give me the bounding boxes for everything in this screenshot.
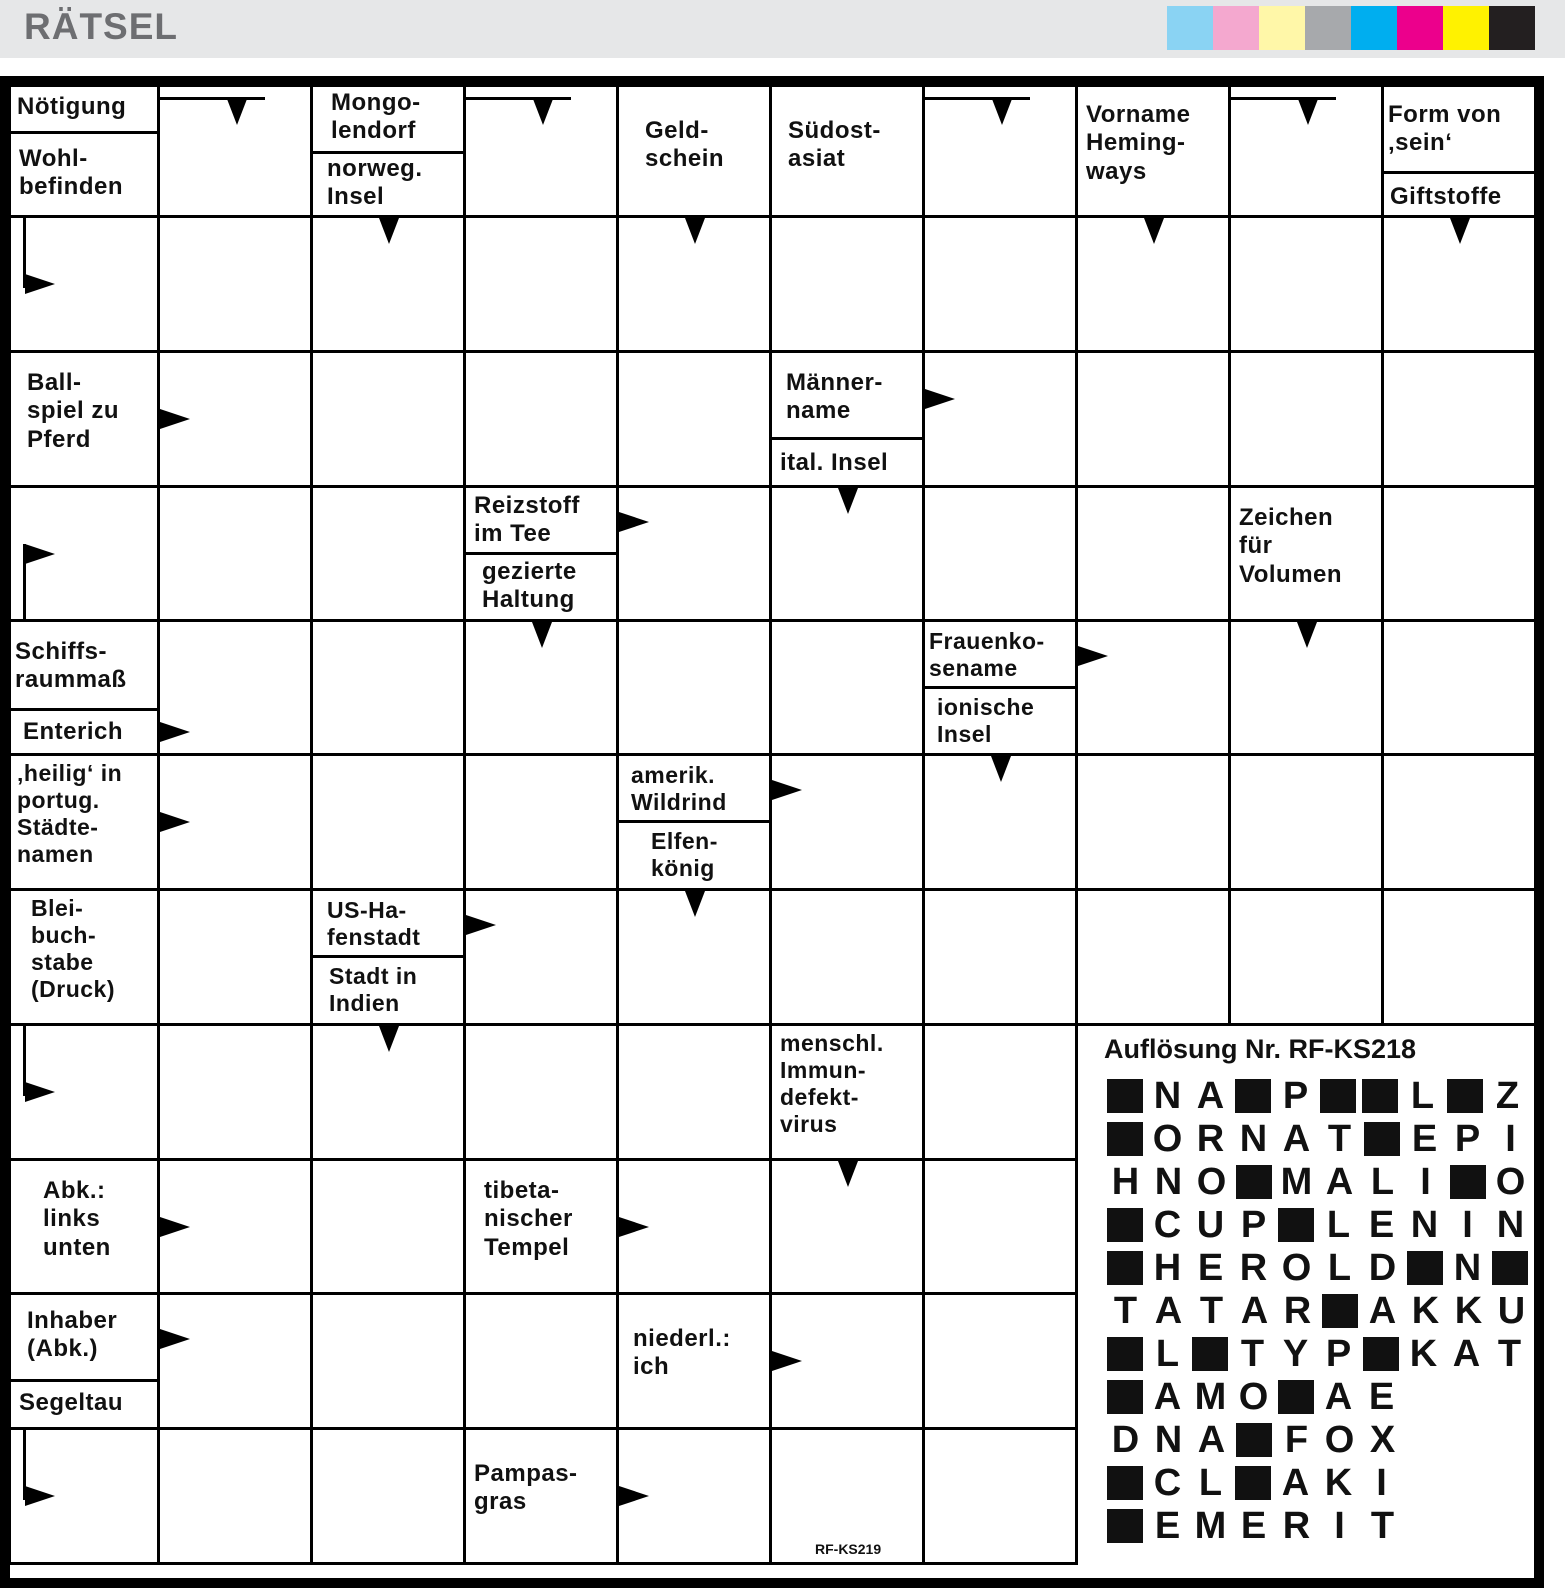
grid-cell[interactable] [466,488,619,622]
grid-cell[interactable] [8,622,160,756]
solution-row [1104,1076,1529,1116]
arrow-stem [466,97,571,100]
solution-black-square [1236,1165,1272,1199]
solution-letter: O [1495,1161,1526,1203]
arrow-right-icon [772,780,802,800]
clue-form-von-sein: Form von ‚sein‘ [1388,101,1502,157]
grid-cell[interactable] [8,218,160,353]
arrow-stem [925,97,1030,100]
solution-letter: T [1113,1290,1138,1332]
grid-cell[interactable] [772,1026,925,1161]
grid-cell[interactable] [1231,622,1384,756]
clue-divider [313,955,463,958]
clue-links-unten: Abk.: links unten [43,1177,111,1261]
grid-cell[interactable] [160,84,313,218]
solution-black-square [1192,1337,1228,1371]
clue-gezierte-haltung: gezierte Haltung [482,558,577,614]
grid-cell[interactable] [1078,218,1231,353]
solution-letter: C [1153,1204,1182,1246]
solution-black-square [1364,1122,1400,1156]
clue-hiv: menschl. Immun- defekt- virus [780,1030,884,1138]
clue-us-hafenstadt: US-Ha- fenstadt [327,897,421,951]
arrow-right-icon [160,1329,190,1349]
solution-row [1104,1420,1404,1460]
clue-divider [772,437,922,440]
solution-title: Auflösung Nr. RF-KS218 [1104,1034,1417,1064]
solution-row [1104,1463,1403,1503]
grid-cell[interactable] [160,756,313,891]
arrow-down-icon [1297,622,1317,648]
grid-cell[interactable] [313,891,466,1026]
solution-letter: L [1198,1462,1223,1504]
solution-letter: O [1196,1161,1227,1203]
grid-cell[interactable] [925,891,1078,1026]
grid-cell[interactable] [313,218,466,353]
grid-cell[interactable] [8,84,160,218]
solution-letter: K [1411,1290,1440,1332]
solution-letter: P [1454,1118,1481,1160]
swatch-magenta [1397,6,1443,50]
swatch-cyan-light [1167,6,1213,50]
solution-letter: N [1453,1247,1482,1289]
solution-letter: A [1197,1419,1226,1461]
clue-vorname-hemingways: Vorname Heming- ways [1086,101,1191,185]
solution-black-square [1322,1294,1358,1328]
grid-cell[interactable] [466,622,619,756]
swatch-yellow-light [1259,6,1305,50]
solution-letter: A [1196,1075,1225,1117]
grid-cell[interactable] [466,218,619,353]
solution-letter: A [1240,1290,1269,1332]
solution-black-square [1107,1337,1143,1371]
grid-cell[interactable] [1078,84,1231,218]
grid-cell[interactable] [619,353,772,488]
solution-letter: N [1410,1204,1439,1246]
solution-letter: L [1326,1204,1351,1246]
grid-cell[interactable] [313,84,466,218]
arrow-down-icon [1144,218,1164,244]
clue-divider [11,708,157,711]
clue-amerik-wildrind: amerik. Wildrind [631,762,727,816]
clue-mongolendorf: Mongo- lendorf [331,89,421,145]
clue-noetigung: Nötigung [17,93,127,120]
clue-frauenkosename: Frauenko- sename [929,628,1045,682]
solution-letter: A [1153,1376,1182,1418]
grid-cell[interactable] [8,1026,160,1161]
arrow-right-icon [25,274,55,294]
grid-cell[interactable] [925,1026,1078,1161]
grid-cell[interactable] [925,1161,1078,1295]
color-swatches [1167,6,1535,50]
solution-black-square [1235,1079,1271,1113]
grid-cell[interactable] [772,756,925,891]
solution-letter: E [1240,1505,1267,1547]
clue-ionische-insel: ionische Insel [937,694,1035,748]
solution-letter: E [1154,1505,1181,1547]
solution-letter: E [1411,1118,1438,1160]
clue-ballspiel: Ball- spiel zu Pferd [27,369,120,453]
clue-zeichen-volumen: Zeichen für Volumen [1239,504,1343,588]
clue-tibet-tempel: tibeta- nischer Tempel [484,1177,573,1261]
arrow-stem [1231,97,1336,100]
grid-cell[interactable] [160,622,313,756]
grid-cell[interactable] [619,1430,772,1565]
solution-letter: P [1282,1075,1309,1117]
grid-cell[interactable] [925,1430,1078,1565]
grid-cell[interactable] [925,218,1078,353]
solution-letter: H [1153,1247,1182,1289]
grid-cell[interactable] [466,1026,619,1161]
grid-cell[interactable] [8,1430,160,1565]
arrow-right-icon [25,1486,55,1506]
solution-black-square [1407,1251,1443,1285]
grid-cell[interactable] [619,1295,772,1430]
solution-letter: T [1327,1118,1352,1160]
solution-letter: N [1239,1118,1268,1160]
solution-black-square [1107,1079,1143,1113]
grid-cell[interactable] [313,1430,466,1565]
solution-letter: U [1196,1204,1225,1246]
grid-cell[interactable] [313,1026,466,1161]
solution-black-square [1492,1251,1528,1285]
clue-elfenkoenig: Elfen- könig [651,828,718,882]
arrow-right-icon [160,722,190,742]
solution-letter: I [1376,1462,1387,1504]
grid-cell[interactable] [466,1161,619,1295]
solution-letter: T [1497,1333,1522,1375]
solution-letter: L [1410,1075,1435,1117]
grid-cell[interactable] [466,756,619,891]
solution-black-square [1278,1380,1314,1414]
solution-row [1104,1248,1531,1288]
solution-letter: O [1281,1247,1312,1289]
swatch-yellow [1443,6,1489,50]
solution-letter: I [1505,1118,1516,1160]
solution-letter: N [1496,1204,1525,1246]
solution-letter: H [1111,1161,1140,1203]
grid-cell[interactable] [925,622,1078,756]
arrow-right-icon [25,544,55,564]
grid-cell[interactable] [925,353,1078,488]
solution-letter: R [1283,1290,1312,1332]
arrow-right-icon [160,409,190,429]
clue-enterich: Enterich [23,718,124,745]
arrow-down-icon [685,891,705,917]
solution-letter: K [1409,1333,1438,1375]
solution-row [1104,1119,1532,1159]
grid-cell[interactable] [1384,218,1537,353]
solution-letter: I [1462,1204,1473,1246]
solution-letter: C [1153,1462,1182,1504]
solution-letter: L [1370,1161,1395,1203]
clue-divider [313,151,463,154]
page-title: RÄTSEL [24,6,178,47]
grid-cell[interactable] [619,756,772,891]
solution-letter: E [1197,1247,1224,1289]
solution-letter: L [1155,1333,1180,1375]
arrow-right-icon [466,915,496,935]
arrow-down-icon [227,99,247,125]
solution-letter: R [1196,1118,1225,1160]
clue-maennername: Männer- name [786,369,883,425]
grid-cell[interactable] [619,622,772,756]
solution-black-square [1363,1337,1399,1371]
grid-cell[interactable] [925,756,1078,891]
arrow-down-icon [991,756,1011,782]
arrow-down-icon [685,218,705,244]
grid-cell[interactable] [772,891,925,1026]
grid-cell[interactable] [619,488,772,622]
grid-cell[interactable] [772,488,925,622]
solution-letter: M [1280,1161,1313,1203]
grid-cell[interactable] [8,353,160,488]
clue-heilig: ‚heilig‘ in portug. Städte- namen [17,760,123,868]
arrow-down-icon [1298,99,1318,125]
arrow-down-icon [379,1026,399,1052]
clue-geldschein: Geld- schein [645,117,725,173]
clue-suedostasiat: Südost- asiat [788,117,881,173]
grid-cell[interactable] [466,891,619,1026]
swatch-black [1489,6,1535,50]
grid-cell[interactable] [8,891,160,1026]
clue-divider [1384,171,1534,174]
grid-cell[interactable] [619,1161,772,1295]
grid-cell[interactable] [1231,488,1384,622]
swatch-magenta-light [1213,6,1259,50]
solution-letter: L [1327,1247,1352,1289]
grid-cell[interactable] [466,84,619,218]
clue-reizstoff: Reizstoff im Tee [474,492,580,548]
clue-ital-insel: ital. Insel [780,449,889,476]
grid-cell[interactable] [313,353,466,488]
solution-letter: D [1368,1247,1397,1289]
swatch-cyan [1351,6,1397,50]
solution-letter: A [1368,1290,1397,1332]
grid-cell[interactable] [160,353,313,488]
arrow-right-icon [25,1082,55,1102]
clue-wohlbefinden: Wohl- befinden [19,145,123,201]
solution-black-square [1447,1079,1483,1113]
grid-cell[interactable] [466,1430,619,1565]
arrow-down-icon [992,99,1012,125]
grid-cell[interactable] [1384,891,1537,1026]
arrow-down-icon [838,1161,858,1187]
grid-cell[interactable] [466,353,619,488]
solution-black-square [1278,1208,1314,1242]
clue-ich: niederl.: ich [633,1325,731,1381]
solution-letter: M [1194,1376,1227,1418]
grid-cell[interactable] [466,1295,619,1430]
puzzle-code: RF-KS219 [815,1541,882,1557]
clue-divider [466,552,616,555]
solution-letter: P [1325,1333,1352,1375]
grid-cell[interactable] [925,84,1078,218]
grid-cell[interactable] [313,1295,466,1430]
solution-letter: R [1282,1505,1311,1547]
grid-cell[interactable] [1231,218,1384,353]
clue-inhaber: Inhaber (Abk.) [27,1307,118,1363]
swatch-gray [1305,6,1351,50]
solution-letter: K [1454,1290,1483,1332]
solution-letter: R [1239,1247,1268,1289]
solution-row [1104,1377,1403,1417]
clue-divider [925,686,1075,689]
solution-letter: P [1240,1204,1267,1246]
grid-cell[interactable] [160,1295,313,1430]
solution-row [1104,1291,1533,1331]
clue-bleibuchstabe: Blei- buch- stabe (Druck) [31,895,116,1003]
clue-giftstoffe: Giftstoffe [1390,183,1502,210]
arrow-right-icon [925,389,955,409]
solution-black-square [1107,1251,1143,1285]
solution-black-square [1362,1079,1398,1113]
solution-row [1104,1205,1532,1245]
solution-letter: O [1152,1118,1183,1160]
grid-cell[interactable] [1231,891,1384,1026]
solution-letter: I [1334,1505,1345,1547]
grid-cell[interactable] [8,1161,160,1295]
arrow-down-icon [1450,218,1470,244]
solution-black-square [1107,1466,1143,1500]
grid-cell[interactable] [772,218,925,353]
grid-cell[interactable] [313,1161,466,1295]
grid-cell[interactable] [772,622,925,756]
grid-cell[interactable] [1384,84,1537,218]
arrow-down-icon [532,622,552,648]
solution-black-square [1107,1122,1143,1156]
grid-cell[interactable] [1231,353,1384,488]
clue-stadt-indien: Stadt in Indien [329,963,418,1017]
arrow-right-icon [160,1217,190,1237]
solution-letter: E [1368,1204,1395,1246]
grid-cell[interactable] [619,218,772,353]
grid-cell[interactable] [1384,756,1537,891]
solution-black-square [1236,1423,1272,1457]
grid-cell[interactable] [313,622,466,756]
grid-cell[interactable] [160,218,313,353]
solution-row [1104,1162,1532,1202]
grid-cell[interactable] [160,1161,313,1295]
grid-cell[interactable] [619,84,772,218]
grid-cell[interactable] [1078,488,1231,622]
solution-letter: K [1324,1462,1353,1504]
arrow-right-icon [160,812,190,832]
solution-letter: E [1368,1376,1395,1418]
grid-cell[interactable] [160,891,313,1026]
solution-letter: Z [1495,1075,1520,1117]
clue-divider [11,1379,157,1382]
solution-letter: T [1370,1505,1395,1547]
grid-cell[interactable] [619,891,772,1026]
arrow-down-icon [379,218,399,244]
arrow-right-icon [1078,646,1108,666]
arrow-right-icon [619,512,649,532]
solution-letter: A [1324,1376,1353,1418]
clue-divider [11,131,157,134]
solution-row [1104,1506,1404,1546]
solution-letter: A [1154,1290,1183,1332]
solution-letter: T [1240,1333,1265,1375]
clue-norweg-insel: norweg. Insel [327,155,423,211]
solution-letter: M [1194,1505,1227,1547]
solution-black-square [1235,1466,1271,1500]
grid-cell[interactable] [1384,353,1537,488]
grid-cell[interactable] [1078,622,1231,756]
grid-cell[interactable] [1231,84,1384,218]
solution-letter: X [1369,1419,1396,1461]
solution-letter: D [1111,1419,1140,1461]
solution-letter: Y [1282,1333,1309,1375]
solution-letter: T [1199,1290,1224,1332]
clue-pampasgras: Pampas- gras [474,1460,578,1516]
solution-letter: F [1284,1419,1309,1461]
grid-cell[interactable] [1384,488,1537,622]
grid-cell[interactable] [8,488,160,622]
grid-cell[interactable] [8,1295,160,1430]
grid-cell[interactable] [772,1161,925,1295]
arrow-right-icon [619,1217,649,1237]
grid-cell[interactable] [772,353,925,488]
grid-cell[interactable] [925,488,1078,622]
solution-black-square [1107,1208,1143,1242]
grid-cell[interactable] [772,84,925,218]
grid-cell[interactable] [619,1026,772,1161]
grid-cell[interactable] [313,756,466,891]
grid-cell[interactable] [925,1295,1078,1430]
solution-letter: A [1452,1333,1481,1375]
clue-schiffsraummass: Schiffs- raummaß [15,638,127,694]
solution-letter: U [1497,1290,1526,1332]
clue-segeltau: Segeltau [19,1389,124,1416]
grid-cell[interactable] [1384,622,1537,756]
solution-letter: A [1325,1161,1354,1203]
solution-letter: N [1154,1419,1183,1461]
grid-cell[interactable] [313,488,466,622]
solution-letter: O [1238,1376,1269,1418]
header-bar [0,0,1565,58]
arrow-right-icon [772,1351,802,1371]
grid-cell[interactable] [772,1295,925,1430]
solution-box [1084,1030,1530,1560]
solution-row [1104,1334,1531,1374]
grid-cell[interactable] [1078,891,1231,1026]
arrow-down-icon [838,488,858,514]
grid-cell[interactable] [1231,756,1384,891]
solution-letter: A [1282,1118,1311,1160]
solution-black-square [1450,1165,1486,1199]
grid-cell[interactable] [160,488,313,622]
grid-cell[interactable] [160,1430,313,1565]
solution-black-square [1320,1079,1356,1113]
solution-letter: I [1420,1161,1431,1203]
arrow-down-icon [533,99,553,125]
arrow-right-icon [619,1486,649,1506]
solution-black-square [1107,1380,1143,1414]
solution-letter: A [1281,1462,1310,1504]
solution-black-square [1107,1509,1143,1543]
grid-cell[interactable] [160,1026,313,1161]
arrow-stem [160,97,265,100]
grid-cell[interactable] [8,756,160,891]
grid-cell[interactable] [1078,353,1231,488]
solution-letter: N [1154,1161,1183,1203]
clue-divider [619,820,769,823]
grid-cell[interactable] [1078,756,1231,891]
solution-letter: N [1153,1075,1182,1117]
solution-letter: O [1324,1419,1355,1461]
